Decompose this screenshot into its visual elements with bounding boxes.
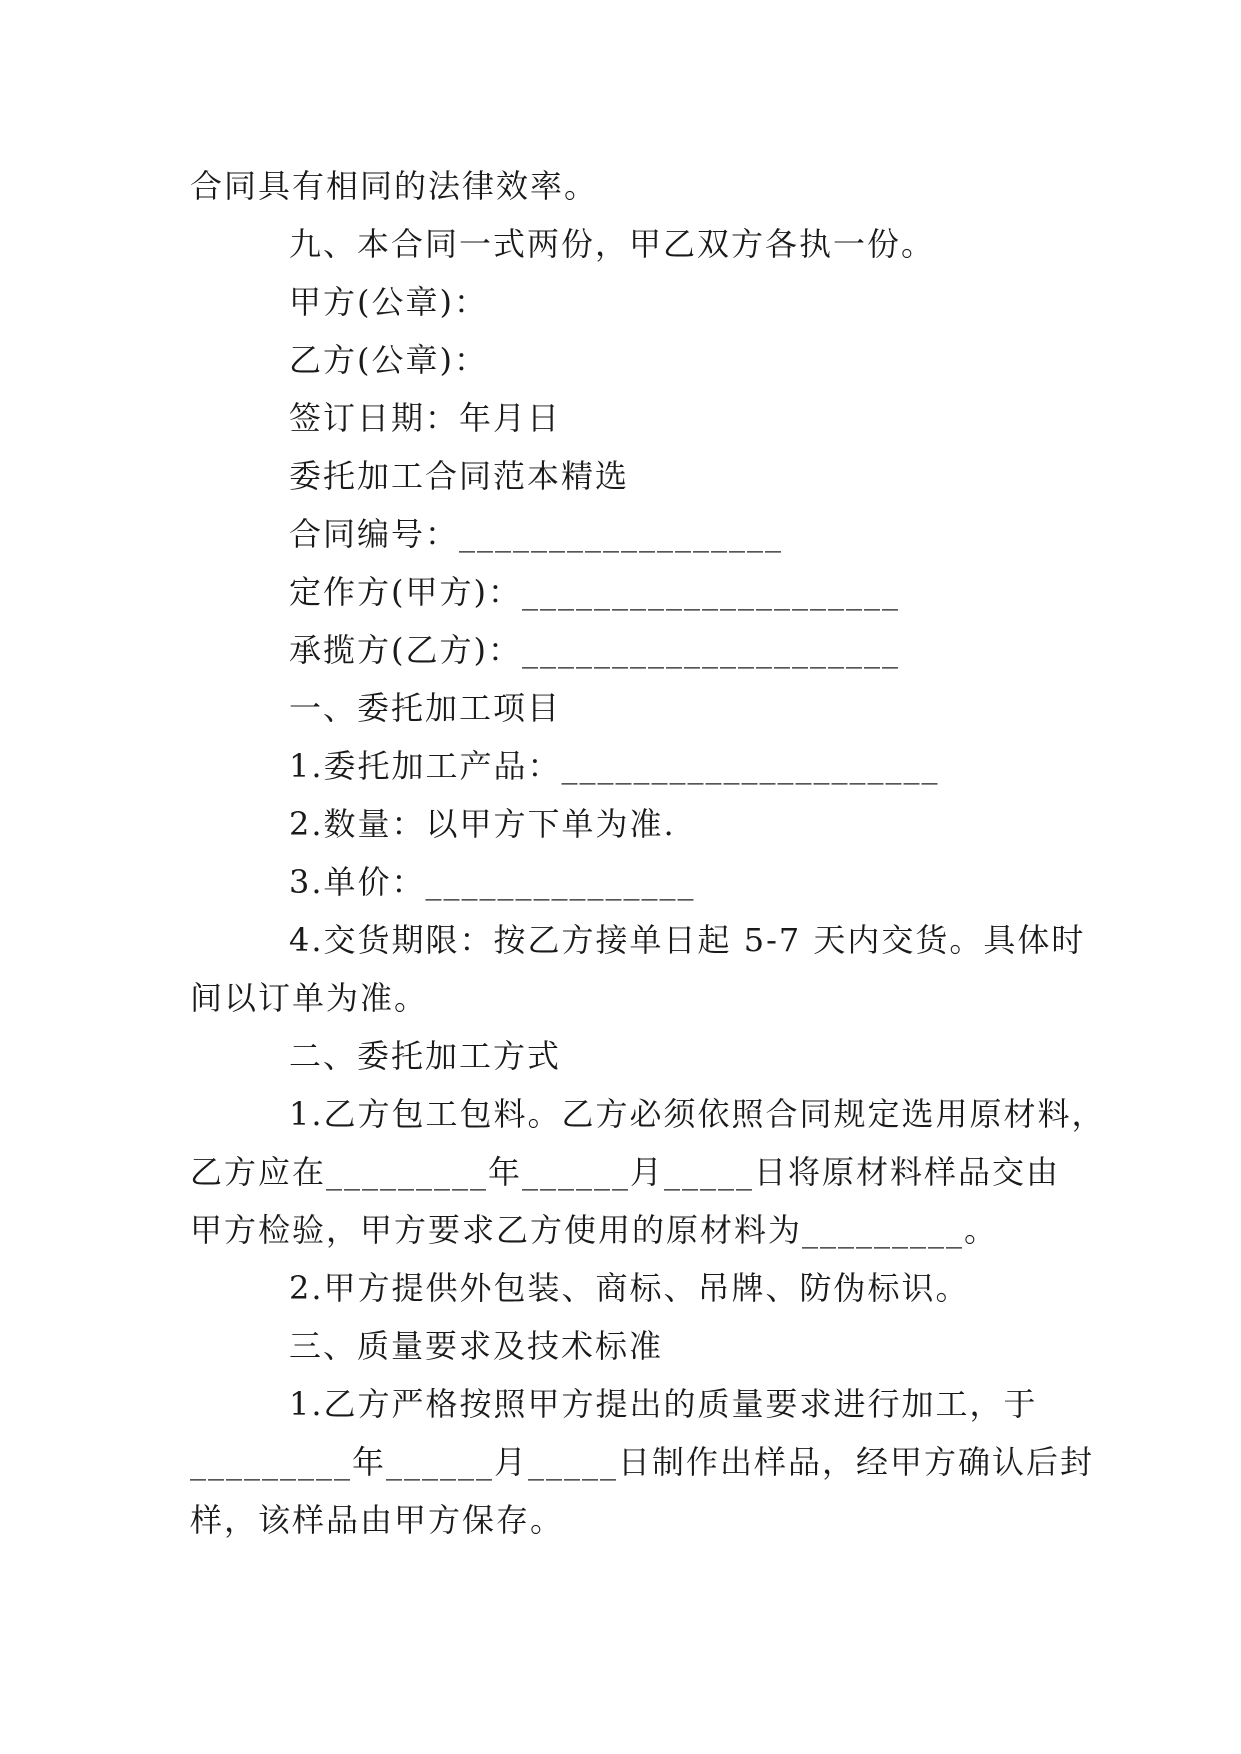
text-line: 九、本合同一式两份，甲乙双方各执一份。 [289, 225, 936, 263]
text-line: 合同具有相同的法律效率。 [190, 167, 599, 205]
text-line: 甲方(公章)： [289, 283, 488, 321]
text-line: 1.乙方严格按照甲方提出的质量要求进行加工，于 [289, 1385, 1038, 1423]
text-line: 1.委托加工产品：_____________________ [289, 747, 940, 785]
text-line: 1.乙方包工包料。乙方必须依照合同规定选用原材料， [289, 1095, 1106, 1133]
text-line: 承揽方(乙方)：_____________________ [289, 631, 900, 669]
text-line: 甲方检验，甲方要求乙方使用的原材料为_________。 [190, 1211, 999, 1249]
text-line: 4.交货期限：按乙方接单日起 5-7 天内交货。具体时 [289, 921, 1086, 959]
text-line: 3.单价：_______________ [289, 863, 696, 901]
section-heading: 一、委托加工项目 [289, 689, 562, 727]
text-line: _________年______月_____日制作出样品，经甲方确认后封 [190, 1443, 1095, 1481]
text-line: 合同编号：__________________ [289, 515, 784, 553]
text-line: 乙方(公章)： [289, 341, 488, 379]
section-title: 委托加工合同范本精选 [289, 457, 630, 495]
text-line: 间以订单为准。 [190, 979, 429, 1017]
text-line: 定作方(甲方)：_____________________ [289, 573, 900, 611]
section-heading: 二、委托加工方式 [289, 1037, 562, 1075]
text-line: 签订日期：年月日 [289, 399, 562, 437]
text-line: 样，该样品由甲方保存。 [190, 1501, 565, 1539]
text-line: 乙方应在_________年______月_____日将原材料样品交由 [190, 1153, 1061, 1191]
text-line: 2.甲方提供外包装、商标、吊牌、防伪标识。 [289, 1269, 970, 1307]
text-line: 2.数量：以甲方下单为准. [289, 805, 676, 843]
section-heading: 三、质量要求及技术标准 [289, 1327, 664, 1365]
